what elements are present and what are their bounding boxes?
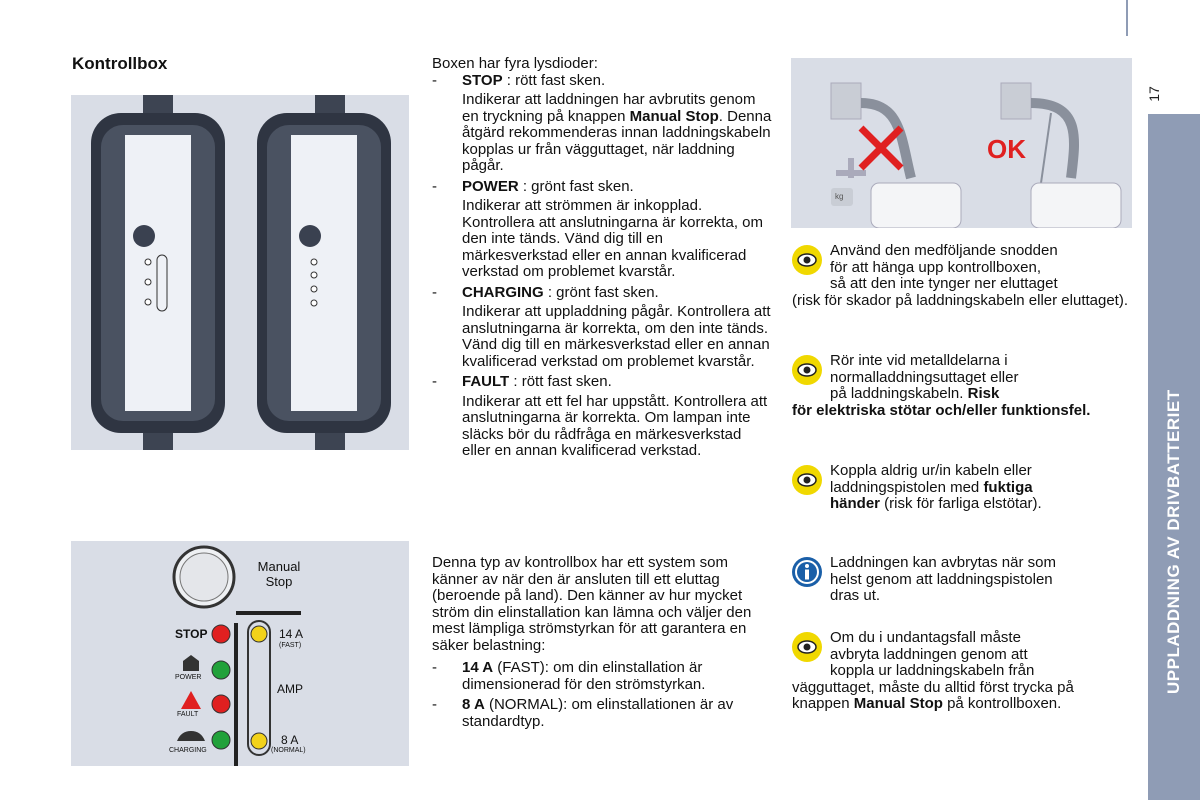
led-item-fault: - FAULT : rött fast sken. Indikerar att ett fel har uppstått. Kontrollera att anslutningarna är korrekta. Om lampan inte släcks bör du rådfråga en märkesverkstad eller en annan kvalificerad verkstad. bbox=[432, 373, 768, 459]
led-list bbox=[432, 73, 772, 460]
led-item-charging: - CHARGING : grönt fast sken. Indikerar att uppladdning pågår. Kontrollera att anslutningarna är korrekta, om den inte tänds. Vänd dig till en märkesverkstad eller en annan kvalificerad verkstad om problemet kvarstår. bbox=[432, 283, 771, 370]
cable-illustration bbox=[791, 58, 1132, 228]
amp-list bbox=[432, 660, 772, 730]
manual-stop-label: Manual Stop bbox=[257, 559, 301, 589]
led-item-stop: - STOP : rött fast sken. Indikerar att laddningen har avbrutits genom en tryckning på knappen Manual Stop. Denna åtgärd rekommenderas innan laddningskabeln kopplas ur från vägguttaget, när laddning pågår. bbox=[432, 71, 772, 174]
power-label: POWER bbox=[175, 674, 202, 681]
cable-drawing bbox=[791, 58, 1132, 228]
amp-item-8: - 8 A (NORMAL): om elinstallationen är av standardtyp. bbox=[432, 696, 734, 730]
led-panel-drawing bbox=[71, 541, 409, 766]
note-wet-hands: Koppla aldrig ur/in kabeln eller laddningspistolen med fuktiga händer (risk för farliga elstötar). bbox=[792, 463, 1132, 513]
intro-text: Boxen har fyra lysdioder: bbox=[432, 55, 598, 72]
amp-14-label: 14 A bbox=[279, 627, 304, 641]
led-section bbox=[432, 56, 772, 460]
eye-icon bbox=[792, 355, 822, 385]
fault-label: FAULT bbox=[177, 711, 199, 718]
section-heading: Kontrollbox bbox=[72, 54, 168, 73]
amp-item-14: - 14 A (FAST): om din elinstallation är dimensionerad för den strömstyrkan. bbox=[432, 659, 706, 693]
note-hang-box: Använd den medföljande snodden för att hänga upp kontrollboxen, så att den inte tynger ner eluttaget (risk för skador på laddningskabeln eller eluttaget). bbox=[792, 242, 1129, 309]
amp-8-label: 8 A bbox=[281, 733, 299, 747]
eye-icon bbox=[792, 632, 822, 662]
chapter-sidebar bbox=[1148, 114, 1200, 800]
page-number: 17 bbox=[1145, 86, 1162, 102]
chapter-title: UPPLADDNING AV DRIVBATTERIET bbox=[1164, 389, 1183, 694]
top-rule bbox=[1126, 0, 1128, 36]
amp-label: AMP bbox=[277, 682, 304, 696]
control-box-illustration bbox=[71, 95, 409, 450]
kg-label: kg bbox=[835, 192, 844, 201]
eye-icon bbox=[792, 245, 822, 275]
led-item-power: - POWER : grönt fast sken. Indikerar att strömmen är inkopplad. Kontrollera att anslutningarna är korrekta, om den inte tänds. Vänd dig till en märkesverkstad eller en annan kvalificerad verkstad om problemet kvarstår. bbox=[432, 177, 763, 280]
fast-label: (FAST) bbox=[279, 642, 302, 649]
ok-label: OK bbox=[987, 134, 1026, 164]
stop-label: STOP bbox=[175, 627, 208, 641]
note-exception: Om du i undantagsfall måste avbryta laddningen genom att koppla ur laddningskabeln från vägguttaget, måste du alltid först trycka på knappen Manual Stop på kontrollboxen. bbox=[792, 629, 1074, 712]
info-icon bbox=[792, 557, 822, 587]
note-interrupt: Laddningen kan avbrytas när som helst genom att laddningspistolen dras ut. bbox=[792, 555, 1132, 605]
note-metal-parts: Rör inte vid metalldelarna i normalladdningsuttaget eller på laddningskabeln. Risk för elektriska stötar och/eller funktionsfel. bbox=[792, 352, 1091, 419]
eye-icon bbox=[792, 465, 822, 495]
charging-label: CHARGING bbox=[169, 747, 207, 754]
control-boxes-drawing bbox=[71, 95, 409, 450]
system-section bbox=[432, 555, 772, 730]
normal-label: (NORMAL) bbox=[271, 747, 306, 754]
system-text: Denna typ av kontrollbox har ett system som känner av när den är ansluten till ett eluttag (beroende på land). Den känner av hur mycket ström din elinstallation kan lämna och väljer den mest lämpliga strömstyrkan för att garantera en säker belastning: bbox=[432, 554, 752, 654]
led-panel-illustration bbox=[71, 541, 409, 766]
